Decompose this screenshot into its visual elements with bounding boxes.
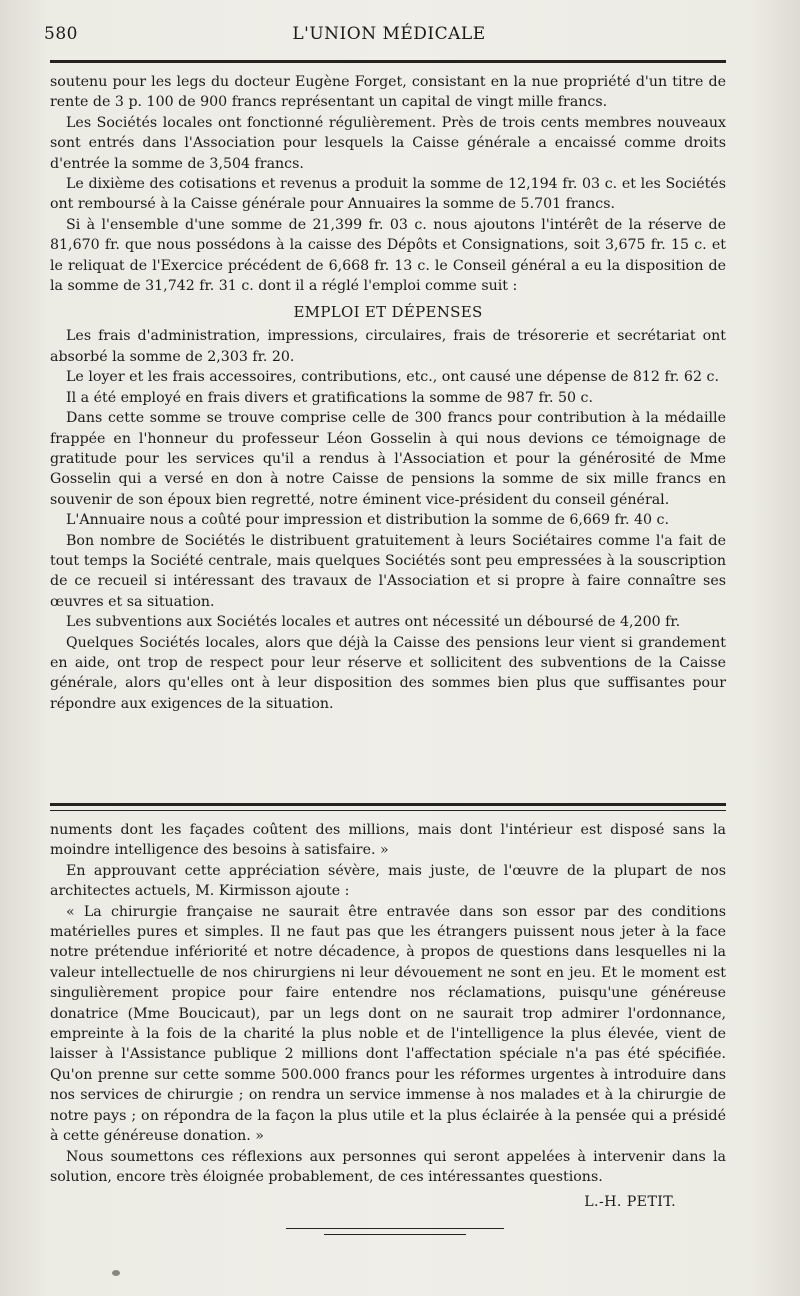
paragraph: soutenu pour les legs du docteur Eugène Forget, consistant en la nue propriété d'un titre de rente de 3 p. 100 de 900 francs représentant un capital de vingt mille francs. — [50, 74, 726, 111]
author-signature: L.-H. PETIT. — [584, 1194, 676, 1210]
paragraph: En approuvant cette appréciation sévère, mais juste, de l'œuvre de la plupart de nos architectes actuels, M. Kirmisson ajoute : — [50, 862, 726, 900]
paragraph: Les Sociétés locales ont fonctionné régulièrement. Près de trois cents membres nouveaux sont entrés dans l'Association pour lesquels la Caisse générale a encaissé comme droits d'entrée la somme de 3,504 francs. — [50, 114, 726, 172]
paragraph: L'Annuaire nous a coûté pour impression et distribution la somme de 6,669 fr. 40 c. — [66, 512, 670, 529]
paragraph: numents dont les façades coûtent des millions, mais dont l'intérieur est disposé sans la moindre intelligence des besoins à satisfaire. » — [50, 822, 726, 859]
paragraph: Les subventions aux Sociétés locales et autres ont nécessité un déboursé de 4,200 fr. — [66, 614, 681, 631]
paragraph: Dans cette somme se trouve comprise celle de 300 francs pour contribution à la médaille frappée en l'honneur du professeur Léon Gosselin à qui nous devions ce témoignage de gratitude pour les services qu'il a rendus à l'Association et pour la générosité de Mme Gosselin qui a versé en don à notre Caisse de pensions la somme de six mille francs en souvenir de son époux bien regretté, notre éminent vice-président du conseil général. — [50, 410, 726, 508]
quotation-paragraph: « La chirurgie française ne saurait être entravée dans son essor par des conditions matérielles pures et simples. Il ne faut pas que les étrangers puissent nous jeter à la face notre prétendue infériorité et notre décadence, à propos de questions dans lesquelles ni la valeur intellectuelle de nos chirurgiens ni leur dévouement ne sont en jeu. Et le moment est singulièrement propice pour faire entendre nos réclamations, puisqu'une généreuse donatrice (Mme Boucicaut), par un legs dont on ne saurait trop admirer l'ordonnance, empreinte à la fois de la charité la plus noble et de l'intelligence la plus élevée, vient de laisser à l'Assistance publique 2 millions dont l'affectation spéciale n'a pas été spécifiée. Qu'on prenne sur cette somme 500.000 francs pour les réformes urgentes à introduire dans nos services de chirurgie ; on rendra un service immense à nos malades et à la chirurgie de notre pays ; on répondra de la façon la plus utile et la plus éclairée à la pensée qui a présidé à cette généreuse donation. » — [50, 903, 726, 1145]
section-divider — [50, 803, 726, 811]
page-number: 580 — [44, 24, 78, 44]
paragraph: Il a été employé en frais divers et gratifications la somme de 987 fr. 50 c. — [66, 389, 593, 406]
header-rule — [50, 60, 726, 63]
paragraph: Les frais d'administration, impressions, circulaires, frais de trésorerie et secrétariat ont absorbé la somme de 2,303 fr. 20. — [50, 328, 726, 365]
paragraph: Nous soumettons ces réflexions aux personnes qui seront appelées à intervenir dans la solution, encore très éloignée probablement, de ces intéressantes questions. — [50, 1148, 726, 1185]
paragraph: Le loyer et les frais accessoires, contributions, etc., ont causé une dépense de 812 fr. 62 c. — [66, 369, 719, 386]
section-title: EMPLOI ET DÉPENSES — [293, 303, 483, 322]
paragraph: Quelques Sociétés locales, alors que déjà la Caisse des pensions leur vient si grandement en aide, ont trop de respect pour leur réserve et sollicitent des subventions de la Caisse générale, alors qu'elles ont à leur disposition des sommes bien plus que suffisantes pour répondre aux exigences de la situation. — [50, 634, 726, 712]
paragraph: Bon nombre de Sociétés le distribuent gratuitement à leurs Sociétaires comme l'a fait de tout temps la Société centrale, mais quelques Sociétés sont peu empressées à la souscription de ce recueil si intéressant des travaux de l'Association et si propre à faire connaître ses œuvres et sa situation. — [50, 532, 726, 610]
report-section — [50, 72, 726, 714]
ink-smudge — [112, 1270, 120, 1276]
article-section — [50, 820, 726, 1187]
running-title: L'UNION MÉDICALE — [292, 24, 486, 44]
end-rule-short — [324, 1234, 466, 1235]
paragraph: Le dixième des cotisations et revenus a produit la somme de 12,194 fr. 03 c. et les Sociétés ont remboursé à la Caisse générale pour Annuaires la somme de 5.701 francs. — [50, 176, 726, 213]
end-rule — [286, 1228, 504, 1229]
page-header — [44, 24, 734, 52]
paragraph: Si à l'ensemble d'une somme de 21,399 fr. 03 c. nous ajoutons l'intérêt de la réserve de 81,670 fr. que nous possédons à la caisse des Dépôts et Consignations, soit 3,675 fr. 15 c. et le reliquat de l'Exercice précédent de 6,668 fr. 13 c. le Conseil général a eu la disposition de la somme de 31,742 fr. 31 c. dont il a réglé l'emploi comme suit : — [50, 216, 726, 295]
